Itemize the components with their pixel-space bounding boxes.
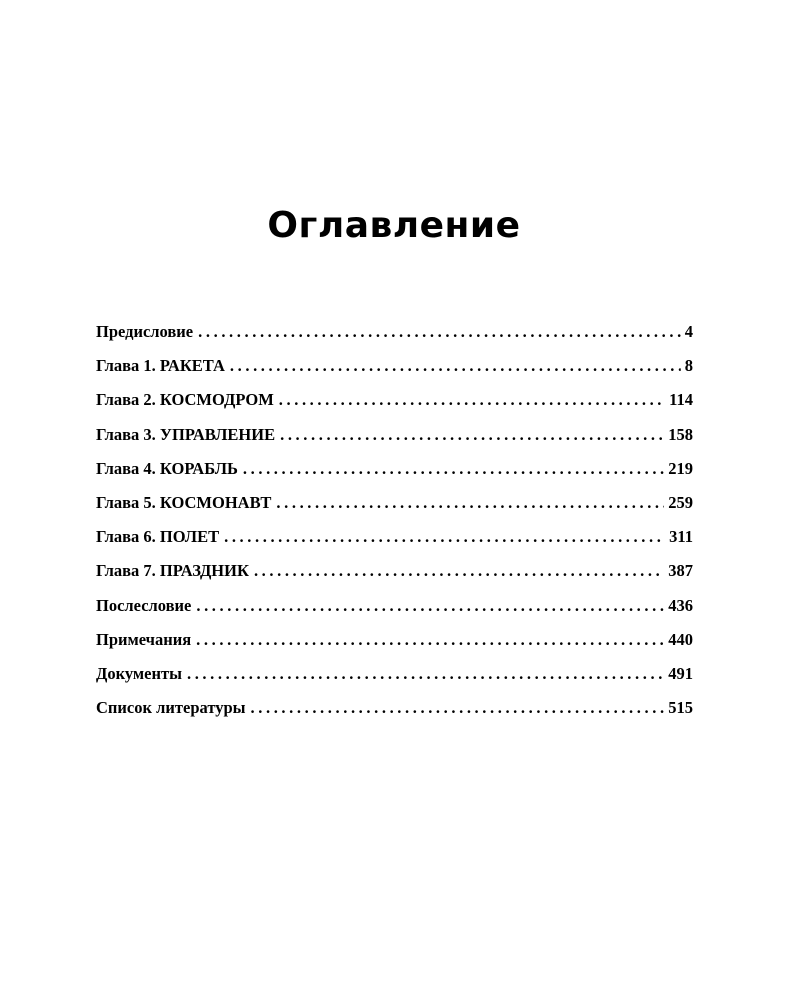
toc-entry-page-number: 219 bbox=[668, 458, 693, 478]
toc-entry-page-number: 4 bbox=[684, 322, 693, 341]
dot-leader bbox=[279, 383, 665, 417]
toc-entry bbox=[96, 623, 693, 657]
toc-entry-page-number: 311 bbox=[669, 527, 693, 547]
dot-leader bbox=[280, 418, 664, 452]
dot-leader bbox=[254, 554, 664, 588]
dot-leader bbox=[276, 486, 664, 520]
page-title: Оглавление bbox=[267, 205, 521, 246]
toc-entry-page-number: 440 bbox=[668, 629, 693, 649]
toc-entry bbox=[96, 520, 693, 554]
toc-entry bbox=[96, 349, 693, 383]
toc-entry-page-number: 515 bbox=[668, 698, 693, 718]
dot-leader bbox=[198, 315, 681, 349]
dot-leader bbox=[251, 691, 665, 725]
toc-entry bbox=[96, 452, 693, 486]
toc-entry-page-number: 114 bbox=[669, 390, 693, 410]
dot-leader bbox=[243, 452, 664, 486]
toc-entry bbox=[96, 486, 693, 520]
toc-entry-page-number: 158 bbox=[668, 424, 693, 444]
dot-leader bbox=[230, 349, 681, 383]
toc-entry bbox=[96, 554, 693, 588]
toc-entry-title: Глава 5. КОСМОНАВТ bbox=[96, 492, 272, 512]
toc-entry-title: Глава 7. ПРАЗДНИК bbox=[96, 561, 249, 581]
toc-entry-title: Глава 1. РАКЕТА bbox=[96, 356, 225, 376]
toc-entry-page-number: 387 bbox=[668, 561, 693, 581]
toc-entry-title: Глава 4. КОРАБЛЬ bbox=[96, 458, 238, 478]
dot-leader bbox=[196, 589, 664, 623]
toc-entry-title: Глава 2. КОСМОДРОМ bbox=[96, 390, 274, 410]
toc-entry bbox=[96, 315, 693, 349]
table-of-contents bbox=[96, 315, 693, 725]
toc-entry-title: Глава 6. ПОЛЕТ bbox=[96, 527, 220, 547]
toc-entry-title: Список литературы bbox=[96, 698, 246, 718]
toc-entry-title: Предисловие bbox=[96, 322, 194, 341]
toc-entry-title: Примечания bbox=[96, 629, 192, 649]
toc-entry-page-number: 436 bbox=[668, 595, 693, 615]
toc-entry bbox=[96, 383, 693, 417]
dot-leader bbox=[224, 520, 665, 554]
toc-entry bbox=[96, 657, 693, 691]
toc-entry bbox=[96, 418, 693, 452]
toc-entry-title: Послесловие bbox=[96, 595, 192, 615]
toc-entry-page-number: 491 bbox=[668, 663, 693, 683]
toc-entry-page-number: 8 bbox=[684, 356, 693, 376]
toc-entry-title: Глава 3. УПРАВЛЕНИЕ bbox=[96, 424, 276, 444]
dot-leader bbox=[196, 623, 664, 657]
toc-entry-title: Документы bbox=[96, 663, 182, 683]
toc-entry bbox=[96, 691, 693, 725]
toc-entry-page-number: 259 bbox=[668, 492, 693, 512]
dot-leader bbox=[187, 657, 664, 691]
toc-entry bbox=[96, 589, 693, 623]
